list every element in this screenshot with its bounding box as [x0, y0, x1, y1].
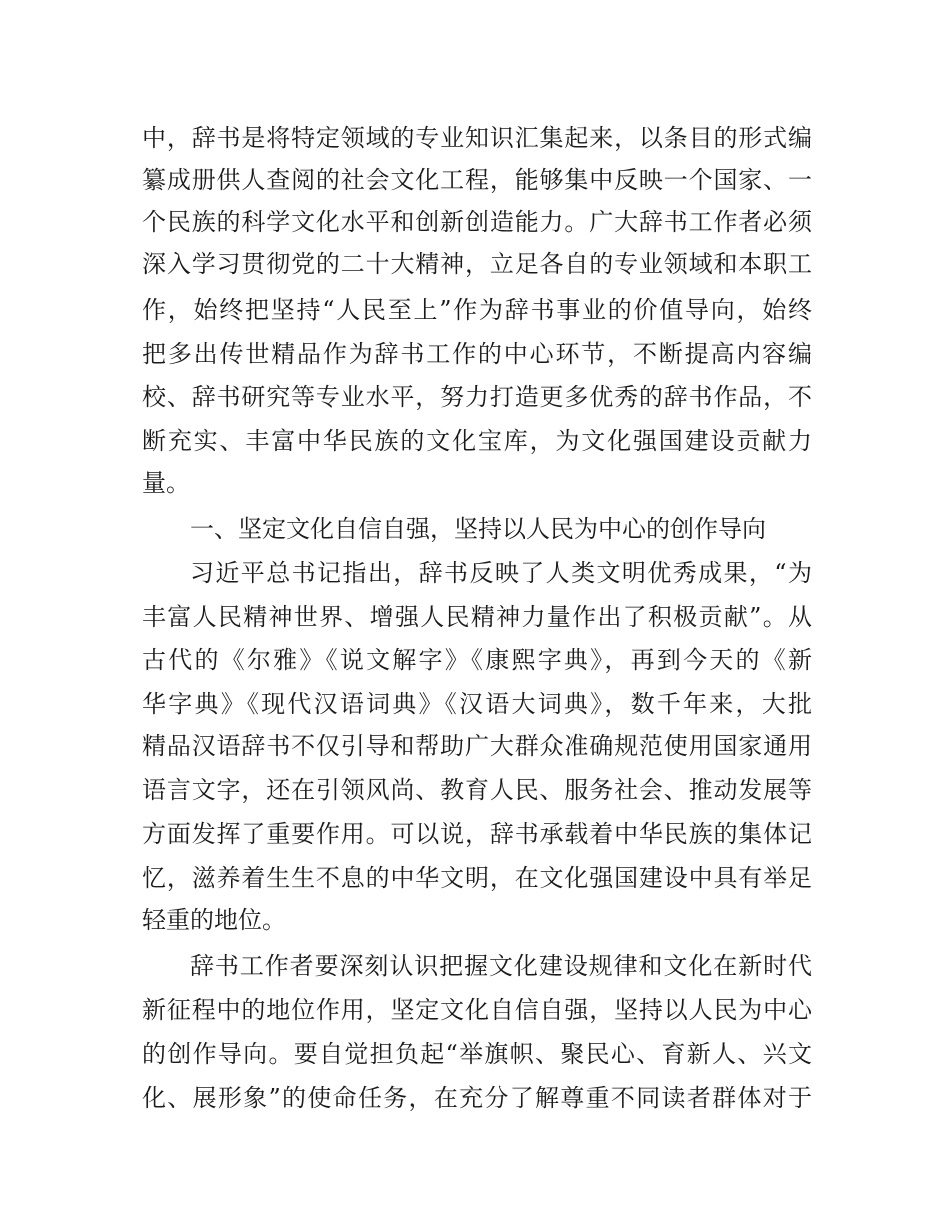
body-text-line: 辞书工作者要深刻认识把握文化建设规律和文化在新时代 [190, 952, 812, 980]
body-text-line: 纂成册供人查阅的社会文化工程，能够集中反映一个国家、一 [142, 166, 812, 194]
body-text-line: 丰富人民精神世界、增强人民精神力量作出了积极贡献”。从 [142, 603, 812, 631]
body-text-line: 个民族的科学文化水平和创新创造能力。广大辞书工作者必须 [142, 208, 812, 236]
body-text-line: 忆，滋养着生生不息的中华文明，在文化强国建设中具有举足 [142, 864, 812, 892]
body-text-line: 方面发挥了重要作用。可以说，辞书承载着中华民族的集体记 [142, 820, 812, 848]
body-text-line: 习近平总书记指出，辞书反映了人类文明优秀成果，“为 [190, 559, 812, 587]
body-text-line: 校、辞书研究等专业水平，努力打造更多优秀的辞书作品，不 [142, 383, 812, 411]
body-text-line: 量。 [142, 469, 190, 497]
section-heading: 一、坚定文化自信自强，坚持以人民为中心的创作导向 [190, 515, 766, 543]
body-text-line: 语言文字，还在引领风尚、教育人民、服务社会、推动发展等 [142, 776, 812, 804]
body-text-line: 中，辞书是将特定领域的专业知识汇集起来，以条目的形式编 [142, 124, 812, 152]
body-text-line: 深入学习贯彻党的二十大精神，立足各自的专业领域和本职工 [142, 250, 812, 278]
body-text-line: 精品汉语辞书不仅引导和帮助广大群众准确规范使用国家通用 [142, 732, 812, 760]
body-text-line: 把多出传世精品作为辞书工作的中心环节，不断提高内容编 [142, 340, 812, 368]
body-text-line: 断充实、丰富中华民族的文化宝库，为文化强国建设贡献力 [142, 427, 812, 455]
body-text-line: 作，始终把坚持“人民至上”作为辞书事业的价值导向，始终 [142, 296, 812, 324]
body-text-line: 轻重的地位。 [142, 906, 286, 934]
body-text-line: 华字典》《现代汉语词典》《汉语大词典》，数千年来，大批 [142, 690, 812, 718]
body-text-line: 的创作导向。要自觉担负起“举旗帜、聚民心、育新人、兴文 [142, 1040, 812, 1068]
body-text-line: 化、展形象”的使命任务，在充分了解尊重不同读者群体对于 [142, 1084, 812, 1112]
body-text-line: 新征程中的地位作用，坚定文化自信自强，坚持以人民为中心 [142, 996, 812, 1024]
body-text-line: 古代的《尔雅》《说文解字》《康熙字典》，再到今天的《新 [142, 646, 812, 674]
